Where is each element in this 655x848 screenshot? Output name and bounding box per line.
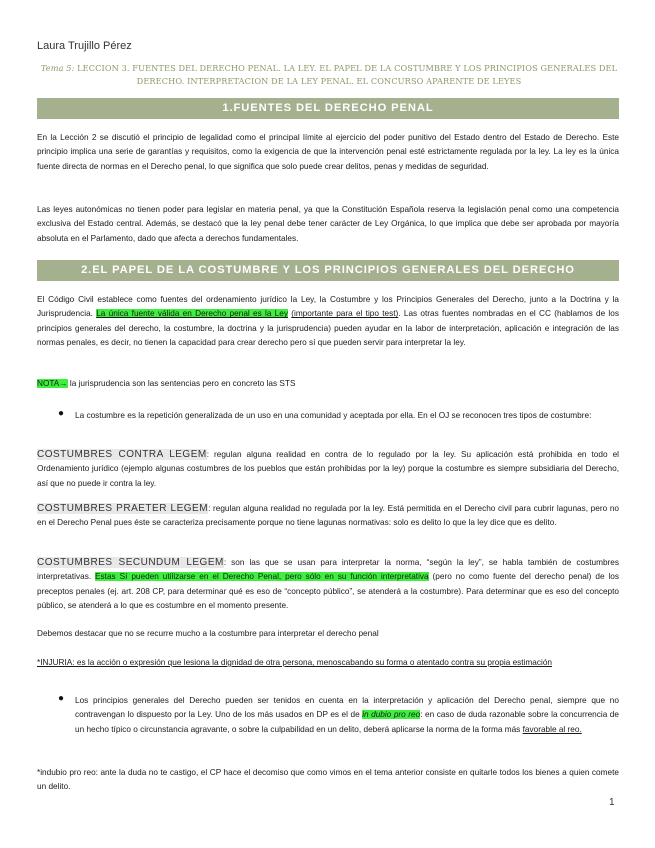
bullet-icon: ● — [58, 693, 65, 704]
term-secundum-legem: COSTUMBRES SECUNDUM LEGEM — [37, 557, 224, 568]
paragraph-leyes-autonomicas: Las leyes autonómicas no tienen poder para legislar en materia penal, ya que la Constitución Española reserva la legislación penal como una competencia exclusiva del Estado central. Además, se destacó que la ley penal debe tener carácter de Ley Orgánica, lo que implica que debe ser aprobada por mayoría absoluta en el Parlamento, dado que afecta a derechos fundamentales. — [37, 205, 619, 243]
nota-line — [37, 377, 619, 391]
text-run: : regulan alguna realidad no regulada por la ley. Está permitida en el Derecho civil para cubrir lagunas, pero no en el Derecho Penal pues éste se caracteriza precisamente porque no tiene lagunas normativas: solo es delito lo que la ley dice que es delito. — [37, 504, 620, 528]
text-run: : en caso de duda razonable sobre la concurrencia de un hecho típico o circunstancia agravante, o sobre la culpabilidad en un delito, deberá aplicarse la norma de la forma más — [75, 710, 619, 734]
topic-prefix: Tema 5: — [40, 63, 75, 73]
paragraph-secundum-legem — [37, 556, 619, 613]
paragraph-indubio: *indubio pro reo: ante la duda no te castigo, el CP hace el decomiso que como vimos en el tema anterior consiste en quitarle todos los bienes a quien comete un delito. — [37, 768, 619, 792]
section-2-heading: 2.EL PAPEL DE LA COSTUMBRE Y LOS PRINCIPIOS GENERALES DEL DERECHO — [37, 260, 619, 281]
page-number: 1 — [609, 797, 615, 808]
term-contra-legem: COSTUMBRES CONTRA LEGEM — [37, 449, 207, 460]
paragraph-no-se-recurre: Debemos destacar que no se recurre mucho a la costumbre para interpretar el derecho penal — [37, 629, 379, 638]
paragraph-praeter-legem — [37, 502, 619, 531]
paragraph-legalidad: En la Lección 2 se discutió el principio de legalidad como el principal límite al ejercicio del poder punitivo del Estado dentro del Estado de Derecho. Este principio implica una serie de garantías y requisitos, como la exigencia de que la intervención penal esté estrictamente regulada por la ley. La ley es la única fuente directa de normas en el Derecho penal, lo que significa que solo puede crear delitos, penas y medidas de seguridad. — [37, 133, 619, 171]
bullet-icon: ● — [58, 408, 65, 419]
text-run: : regulan alguna realidad en contra de lo regulado por la ley. Su aplicación está prohibida en todo el Ordenamiento jurídico (ejemplo algunas costumbres de los pueblos que están prohibidas por la ley) porque la costumbre es siempre subsidiaria del Derecho, así que no puede ir contra la ley. — [37, 450, 619, 488]
author-name: Laura Trujillo Pérez — [37, 40, 132, 52]
text-run: Los principios generales del Derecho pueden ser tenidos en cuenta en la interpretación y aplicación del Derecho penal, siempre que no contravengan lo dispuesto por la Ley. Uno de los más usados en DP es el de — [75, 696, 619, 720]
text-run: (pero no como fuente del derecho penal) de los preceptos penales (ej. art. 208 CP, para determinar qué es eso de “concepto público”, se atenderá a la costumbre). Para determinar que es eso del concepto público, se atenderá a lo que es costumbre en el momento presente. — [37, 572, 620, 610]
text-run: : son las que se usan para interpretar la norma, “según la ley”, se habla también de costumbres interpretativas. — [37, 558, 620, 582]
nota-label: NOTA→ — [37, 379, 68, 388]
highlight-secundum: Estas Sí pueden utilizarse en el Derecho Penal, pero sólo en su función interpretativa — [95, 572, 429, 582]
highlight-unica-fuente: La única fuente válida en Derecho penal es la Ley — [96, 309, 288, 319]
topic-text: LECCION 3. FUENTES DEL DERECHO PENAL. LA LEY. EL PAPEL DE LA COSTUMBRE Y LOS PRINCIPIOS GENERALES DEL DERECHO. INTERPRETACION DE LA LEY PENAL. EL CONCURSO APARENTE DE LEYES — [77, 63, 618, 86]
section-1-heading: 1.FUENTES DEL DERECHO PENAL — [37, 98, 619, 119]
bullet-principios-generales — [75, 694, 619, 737]
text-run: . Las otras fuentes nombradas en el CC (hablamos de los principios generales del derecho, la costumbre, la doctrina y la jurisprudencia) pueden ayudar en la labor de interpretación, aplicación e integración de las normas penales, es decir, no tienen la capacidad para crear derecho pero sí que pueden servir para interpretar la ley. — [37, 309, 619, 347]
bullet-costumbre: La costumbre es la repetición generalizada de un uso en una comunidad y aceptada por ella. En el OJ se reconocen tres tipos de costumbre: — [75, 411, 592, 420]
highlight-in-dubio: in dubio pro reo — [362, 710, 421, 720]
underlined-tipo-test: (importante para el tipo test) — [291, 309, 399, 319]
paragraph-codigo-civil — [37, 293, 619, 350]
topic-header — [40, 62, 618, 88]
injuria-definition: *INJURIA: es la acción o expresión que lesiona la dignidad de otra persona, menoscabando su forma o atentado contra su propia estimación — [37, 658, 553, 667]
text-run: El Código Civil establece como fuentes del ordenamiento jurídico la Ley, la Costumbre y los Principios Generales del Derecho, junto a la Doctrina y la Jurisprudencia. — [37, 295, 619, 319]
nota-text: la jurisprudencia son las sentencias pero en concreto las STS — [67, 379, 296, 388]
paragraph-contra-legem — [37, 448, 619, 491]
term-praeter-legem: COSTUMBRES PRAETER LEGEM — [37, 503, 209, 514]
underlined-favorable: favorable al reo. — [522, 724, 582, 734]
